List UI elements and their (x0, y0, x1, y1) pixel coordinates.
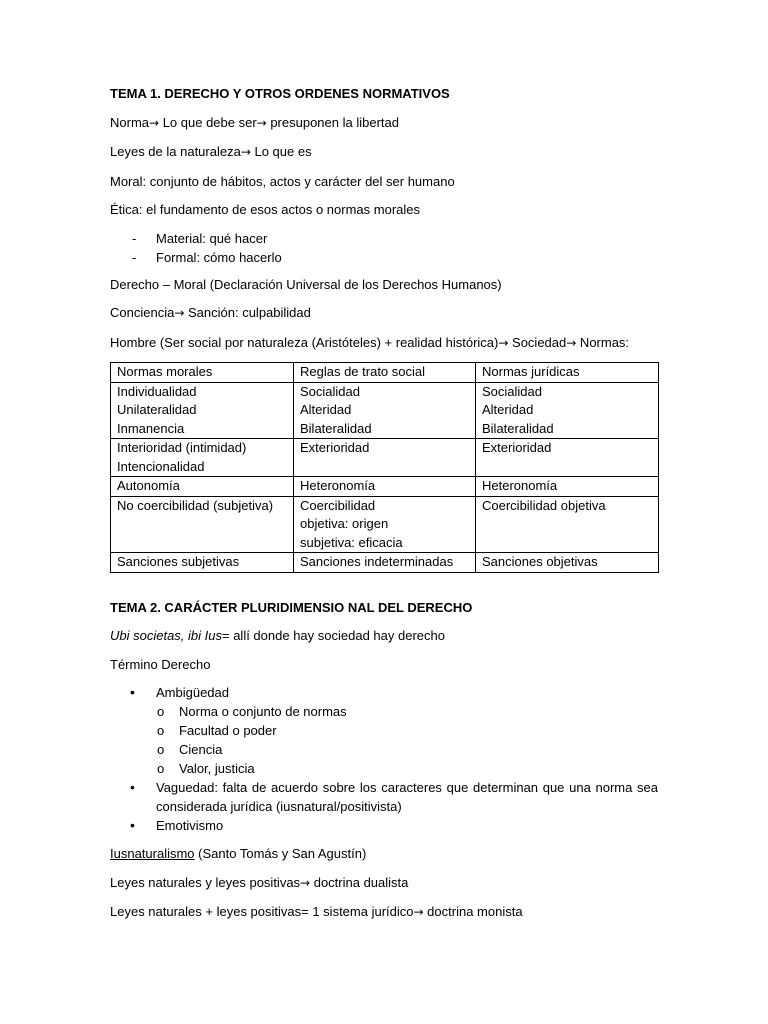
table-cell: Interioridad (intimidad) Intencionalidad (111, 439, 294, 477)
list-item: o Facultad o poder (157, 723, 277, 738)
dualista-line: Leyes naturales y leyes positivas→ doctrina dualista (110, 874, 409, 890)
arrow-icon: → (149, 115, 160, 130)
arrow-icon: → (240, 145, 251, 159)
table-cell: Heteronomía (476, 477, 659, 497)
ubi-societas-line: Ubi societas, ibi Ius= allí donde hay sociedad hay derecho (110, 628, 445, 643)
arrow-icon: → (174, 306, 185, 320)
list-item: o Ciencia (157, 742, 223, 757)
monista-line: Leyes naturales + leyes positivas= 1 sistema jurídico→ doctrina monista (110, 904, 523, 919)
circle-marker: o (157, 761, 165, 776)
list-item: o Norma o conjunto de normas (157, 704, 347, 719)
list-item: o Valor, justicia (157, 761, 255, 776)
tema1-heading: TEMA 1. DERECHO Y OTROS ORDENES NORMATIVOS (110, 86, 450, 101)
table-row (111, 382, 659, 439)
table-header-cell: Normas jurídicas (476, 363, 659, 383)
arrow-icon: → (413, 905, 424, 919)
arrow-icon: → (566, 335, 577, 350)
normas-table (110, 362, 659, 573)
leyes-naturaleza-line: Leyes de la naturaleza→ Lo que es (110, 144, 312, 159)
circle-marker: o (157, 723, 165, 738)
norma-line: Norma→ Lo que debe ser→ presuponen la libertad (110, 114, 399, 130)
document-body (110, 84, 658, 932)
termino-list (110, 683, 658, 835)
table-row (111, 553, 659, 573)
list-item: • Vaguedad: falta de acuerdo sobre los caracteres que determinan que una norma sea considerada jurídica (iusnatural/positivista) (130, 779, 658, 814)
list-item: • Ambigüedad o Norma o conjunto de normas o Facultad o poder o Ciencia o Valor, justicia (110, 683, 658, 778)
derecho-moral-line: Derecho – Moral (Declaración Universal de los Derechos Humanos) (110, 276, 502, 292)
table-cell: Exterioridad (476, 439, 659, 477)
etica-line: Ética: el fundamento de esos actos o normas morales (110, 202, 420, 217)
table-header-cell: Normas morales (111, 363, 294, 383)
arrow-icon: → (300, 875, 311, 890)
list-item: - Material: qué hacer (132, 230, 268, 246)
table-cell: Sanciones objetivas (476, 553, 659, 573)
table-cell: Sanciones indeterminadas (294, 553, 476, 573)
table-cell: Socialidad Alteridad Bilateralidad (294, 382, 476, 439)
table-cell: Socialidad Alteridad Bilateralidad (476, 382, 659, 439)
tema2-heading: TEMA 2. CARÁCTER PLURIDIMENSIO NAL DEL DERECHO (110, 599, 473, 615)
termino-line: Término Derecho (110, 656, 211, 672)
hombre-line: Hombre (Ser social por naturaleza (Aristóteles) + realidad histórica)→ Sociedad→ Normas: (110, 334, 630, 350)
circle-marker: o (157, 742, 165, 757)
table-cell: Individualidad Unilateralidad Inmanencia (111, 382, 294, 439)
bullet-marker: • (130, 817, 135, 833)
conciencia-line: Conciencia→ Sanción: culpabilidad (110, 305, 311, 320)
table-cell: Coercibilidad objetiva (476, 496, 659, 553)
bullet-marker: • (130, 684, 135, 700)
dash-marker: - (132, 230, 137, 246)
moral-line: Moral: conjunto de hábitos, actos y carácter del ser humano (110, 173, 455, 189)
dash-marker: - (132, 249, 137, 265)
list-item: - Formal: cómo hacerlo (132, 249, 282, 265)
iusnaturalismo-line: Iusnaturalismo (Santo Tomás y San Agustín) (110, 846, 367, 861)
table-header-cell: Reglas de trato social (294, 363, 476, 383)
arrow-icon: → (498, 335, 509, 350)
table-cell: Coercibilidad objetiva: origen subjetiva: eficacia (294, 496, 476, 553)
table-row (111, 439, 659, 477)
table-cell: Sanciones subjetivas (111, 553, 294, 573)
list-item: • Emotivismo (130, 817, 224, 833)
table-cell: Exterioridad (294, 439, 476, 477)
bullet-marker: • (130, 779, 135, 795)
table-row (111, 477, 659, 497)
table-cell: No coercibilidad (subjetiva) (111, 496, 294, 553)
table-cell: Autonomía (111, 477, 294, 497)
etica-list (110, 229, 658, 267)
table-row (111, 496, 659, 553)
arrow-icon: → (256, 115, 267, 130)
circle-marker: o (157, 704, 165, 719)
table-cell: Heteronomía (294, 477, 476, 497)
table-header-row (111, 363, 659, 383)
ambiguedad-sublist (156, 702, 658, 778)
